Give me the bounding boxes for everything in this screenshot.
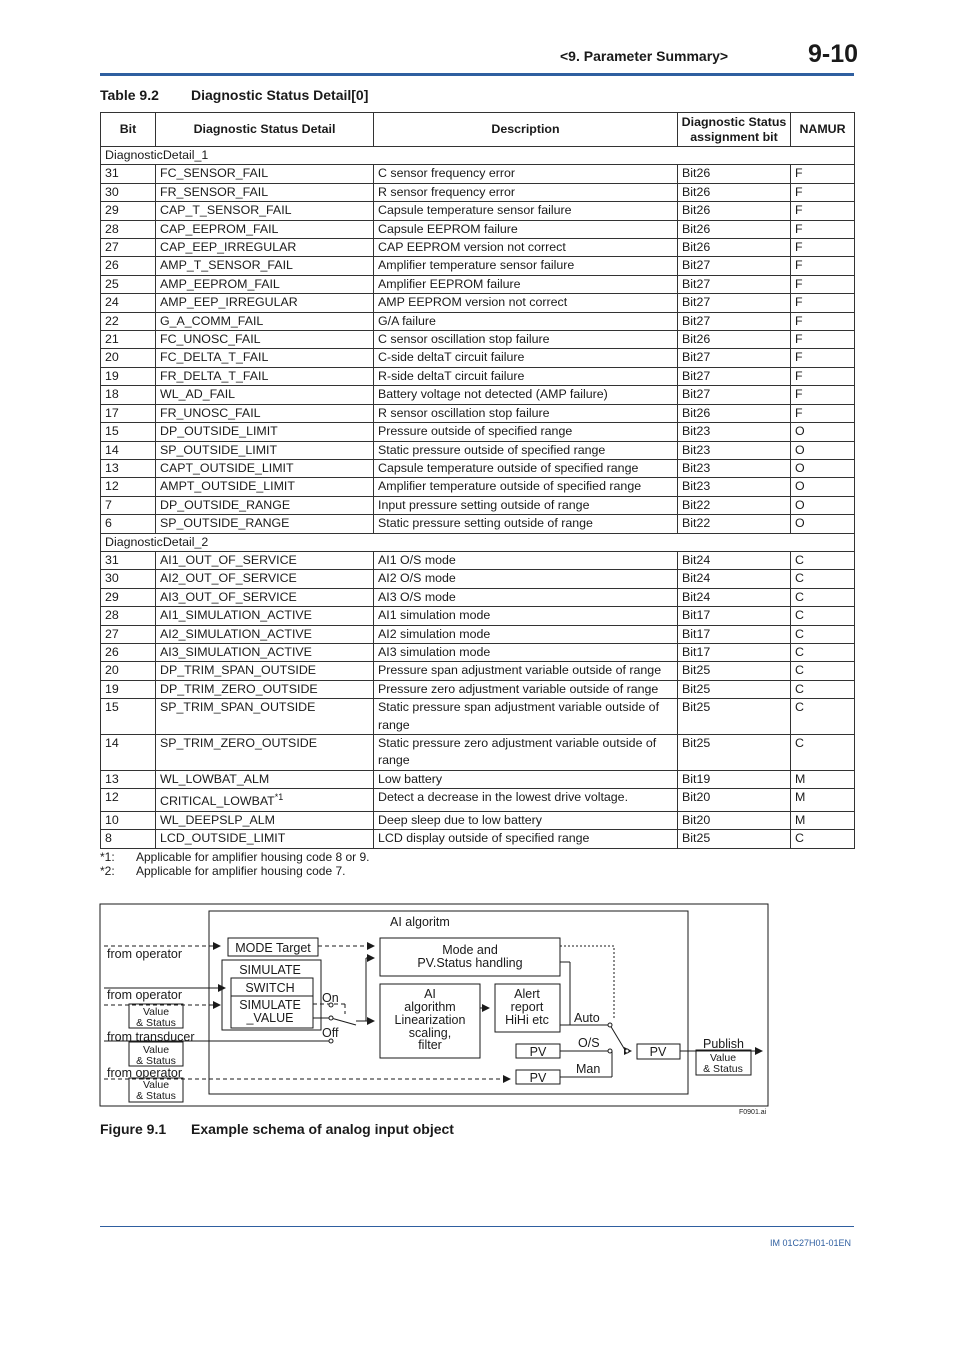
cell-description: AI2 simulation mode [374, 625, 678, 643]
cell-description: AMP EEPROM version not correct [374, 294, 678, 312]
ai-algoritm-label: AI algoritm [390, 915, 450, 929]
cell-assignment-bit: Bit20 [678, 789, 791, 812]
cell-bit: 12 [101, 789, 156, 812]
cell-detail: SP_OUTSIDE_LIMIT [156, 441, 374, 459]
status-label: & Status [136, 1055, 176, 1067]
cell-assignment-bit: Bit24 [678, 551, 791, 569]
cell-description: C sensor oscillation stop failure [374, 331, 678, 349]
cell-detail: SP_TRIM_ZERO_OUTSIDE [156, 735, 374, 771]
cell-description: G/A failure [374, 312, 678, 330]
on-label: On [322, 991, 339, 1005]
cell-bit: 31 [101, 165, 156, 183]
ai-block-line: algorithm [404, 1000, 456, 1014]
cell-namur: O [791, 496, 855, 514]
cell-namur: O [791, 459, 855, 477]
cell-bit: 20 [101, 349, 156, 367]
cell-detail: CAPT_OUTSIDE_LIMIT [156, 459, 374, 477]
cell-namur: C [791, 735, 855, 771]
cell-assignment-bit: Bit17 [678, 643, 791, 661]
cell-description: Deep sleep due to low battery [374, 811, 678, 829]
cell-detail: AI3_OUT_OF_SERVICE [156, 588, 374, 606]
alert-block-line: Alert [514, 987, 540, 1001]
mode-pv-label: PV.Status handling [417, 956, 523, 970]
value-label: Value [709, 1052, 737, 1064]
cell-description: Capsule EEPROM failure [374, 220, 678, 238]
cell-bit: 8 [101, 830, 156, 848]
ai-block-line: AI [424, 987, 436, 1001]
cell-namur: C [791, 643, 855, 661]
cell-bit: 13 [101, 459, 156, 477]
figure-caption [100, 1121, 454, 1137]
cell-bit: 25 [101, 275, 156, 293]
cell-assignment-bit: Bit27 [678, 367, 791, 385]
cell-description: Pressure zero adjustment variable outside of range [374, 680, 678, 698]
from-operator-label: from operator [107, 947, 183, 961]
cell-bit: 18 [101, 386, 156, 404]
cell-assignment-bit: Bit22 [678, 515, 791, 533]
cell-description: R-side deltaT circuit failure [374, 367, 678, 385]
cell-description: AI3 simulation mode [374, 643, 678, 661]
cell-assignment-bit: Bit25 [678, 662, 791, 680]
cell-namur: C [791, 662, 855, 680]
cell-namur: F [791, 220, 855, 238]
cell-namur: O [791, 423, 855, 441]
figure-number: Figure 9.1 [100, 1121, 167, 1137]
cell-namur: F [791, 349, 855, 367]
publish-label: Publish [703, 1037, 744, 1051]
auto-label: Auto [574, 1011, 600, 1025]
cell-assignment-bit: Bit17 [678, 607, 791, 625]
value-label: Value [142, 1006, 170, 1018]
os-label: O/S [578, 1036, 600, 1050]
table-number: Table 9.2 [100, 87, 159, 103]
cell-assignment-bit: Bit23 [678, 459, 791, 477]
cell-detail: LCD_OUTSIDE_LIMIT [156, 830, 374, 848]
cell-assignment-bit: Bit23 [678, 478, 791, 496]
status-label: & Status [136, 1017, 176, 1029]
cell-bit: 19 [101, 680, 156, 698]
footnote-text: Applicable for amplifier housing code 7. [136, 864, 346, 878]
cell-description: Amplifier temperature outside of specified range [374, 478, 678, 496]
cell-detail: AMP_EEP_IRREGULAR [156, 294, 374, 312]
cell-namur: F [791, 312, 855, 330]
cell-namur: F [791, 275, 855, 293]
group-label: DiagnosticDetail_1 [101, 147, 855, 165]
cell-namur: C [791, 625, 855, 643]
cell-assignment-bit: Bit17 [678, 625, 791, 643]
simulate-value-label: SIMULATE [239, 998, 301, 1012]
cell-assignment-bit: Bit23 [678, 441, 791, 459]
cell-bit: 6 [101, 515, 156, 533]
from-transducer-label: from transducer [107, 1030, 195, 1044]
cell-namur: F [791, 202, 855, 220]
cell-description: Static pressure span adjustment variable outside of range [374, 699, 678, 735]
cell-detail: FR_DELTA_T_FAIL [156, 367, 374, 385]
cell-bit: 7 [101, 496, 156, 514]
cell-namur: F [791, 404, 855, 422]
mode-pv-label: Mode and [442, 943, 498, 957]
footnote-mark: *1: [100, 850, 115, 864]
document-id: IM 01C27H01-01EN [770, 1238, 852, 1248]
cell-detail: DP_TRIM_SPAN_OUTSIDE [156, 662, 374, 680]
cell-assignment-bit: Bit27 [678, 312, 791, 330]
switch-label: SWITCH [245, 981, 295, 995]
from-operator-label: from operator [107, 1066, 183, 1080]
alert-block-line: report [510, 1000, 544, 1014]
cell-bit: 30 [101, 570, 156, 588]
cell-bit: 27 [101, 239, 156, 257]
cell-description: C-side deltaT circuit failure [374, 349, 678, 367]
col-bit: Bit [101, 113, 156, 147]
cell-description: Capsule temperature outside of specified range [374, 459, 678, 477]
cell-namur: F [791, 239, 855, 257]
cell-description: Low battery [374, 770, 678, 788]
cell-assignment-bit: Bit20 [678, 811, 791, 829]
cell-assignment-bit: Bit25 [678, 680, 791, 698]
footnote-mark: *2: [100, 864, 115, 878]
cell-description: Static pressure setting outside of range [374, 515, 678, 533]
cell-namur: O [791, 515, 855, 533]
simulate-label: SIMULATE [239, 963, 301, 977]
cell-bit: 14 [101, 735, 156, 771]
cell-assignment-bit: Bit27 [678, 257, 791, 275]
pv-label: PV [529, 1071, 547, 1085]
cell-detail: FR_SENSOR_FAIL [156, 183, 374, 201]
cell-assignment-bit: Bit27 [678, 294, 791, 312]
cell-bit: 15 [101, 423, 156, 441]
off-label: Off [322, 1026, 339, 1040]
cell-detail: SP_OUTSIDE_RANGE [156, 515, 374, 533]
cell-bit: 29 [101, 588, 156, 606]
cell-detail: FC_SENSOR_FAIL [156, 165, 374, 183]
cell-detail: AI2_SIMULATION_ACTIVE [156, 625, 374, 643]
cell-assignment-bit: Bit26 [678, 202, 791, 220]
cell-description: Static pressure outside of specified range [374, 441, 678, 459]
cell-bit: 15 [101, 699, 156, 735]
cell-assignment-bit: Bit27 [678, 386, 791, 404]
status-label: & Status [136, 1090, 176, 1102]
cell-namur: M [791, 811, 855, 829]
cell-bit: 24 [101, 294, 156, 312]
cell-namur: O [791, 441, 855, 459]
value-label: Value [142, 1079, 170, 1091]
cell-description: Detect a decrease in the lowest drive voltage. [374, 789, 678, 812]
figure-code: F0901.ai [739, 1109, 767, 1116]
cell-assignment-bit: Bit25 [678, 735, 791, 771]
cell-namur: C [791, 570, 855, 588]
cell-detail: FR_UNOSC_FAIL [156, 404, 374, 422]
cell-detail: AI1_SIMULATION_ACTIVE [156, 607, 374, 625]
cell-bit: 17 [101, 404, 156, 422]
cell-assignment-bit: Bit27 [678, 275, 791, 293]
cell-bit: 29 [101, 202, 156, 220]
page-number: 9-10 [808, 40, 859, 68]
cell-bit: 28 [101, 607, 156, 625]
cell-detail: AMPT_OUTSIDE_LIMIT [156, 478, 374, 496]
mode-target-label: MODE Target [235, 941, 311, 955]
cell-description: Static pressure zero adjustment variable outside of range [374, 735, 678, 771]
cell-assignment-bit: Bit26 [678, 165, 791, 183]
group-label: DiagnosticDetail_2 [101, 533, 855, 551]
cell-assignment-bit: Bit26 [678, 239, 791, 257]
from-operator-label: from operator [107, 988, 183, 1002]
cell-description: Pressure outside of specified range [374, 423, 678, 441]
cell-namur: C [791, 551, 855, 569]
cell-bit: 19 [101, 367, 156, 385]
cell-namur: F [791, 257, 855, 275]
cell-detail: WL_DEEPSLP_ALM [156, 811, 374, 829]
cell-bit: 12 [101, 478, 156, 496]
cell-bit: 27 [101, 625, 156, 643]
cell-description: Battery voltage not detected (AMP failure) [374, 386, 678, 404]
cell-assignment-bit: Bit26 [678, 220, 791, 238]
cell-namur: F [791, 165, 855, 183]
cell-detail: G_A_COMM_FAIL [156, 312, 374, 330]
cell-detail: WL_AD_FAIL [156, 386, 374, 404]
cell-bit: 14 [101, 441, 156, 459]
cell-namur: F [791, 331, 855, 349]
cell-namur: C [791, 699, 855, 735]
cell-detail: SP_TRIM_SPAN_OUTSIDE [156, 699, 374, 735]
cell-detail: AMP_T_SENSOR_FAIL [156, 257, 374, 275]
cell-assignment-bit: Bit25 [678, 830, 791, 848]
cell-detail: CAP_EEP_IRREGULAR [156, 239, 374, 257]
cell-description: AI1 O/S mode [374, 551, 678, 569]
cell-description: Input pressure setting outside of range [374, 496, 678, 514]
cell-description: Capsule temperature sensor failure [374, 202, 678, 220]
col-assignment-bit: Diagnostic Status assignment bit [678, 113, 791, 147]
cell-namur: O [791, 478, 855, 496]
cell-detail: AI1_OUT_OF_SERVICE [156, 551, 374, 569]
cell-detail: CAP_EEPROM_FAIL [156, 220, 374, 238]
cell-description: R sensor frequency error [374, 183, 678, 201]
cell-bit: 21 [101, 331, 156, 349]
cell-assignment-bit: Bit19 [678, 770, 791, 788]
cell-assignment-bit: Bit26 [678, 331, 791, 349]
cell-assignment-bit: Bit23 [678, 423, 791, 441]
cell-bit: 10 [101, 811, 156, 829]
cell-detail: DP_OUTSIDE_LIMIT [156, 423, 374, 441]
cell-namur: C [791, 607, 855, 625]
cell-description: Amplifier EEPROM failure [374, 275, 678, 293]
cell-namur: M [791, 789, 855, 812]
value-label: Value [142, 1044, 170, 1056]
cell-namur: F [791, 294, 855, 312]
cell-assignment-bit: Bit26 [678, 404, 791, 422]
table-title: Diagnostic Status Detail[0] [191, 87, 369, 103]
cell-assignment-bit: Bit24 [678, 588, 791, 606]
cell-detail: CAP_T_SENSOR_FAIL [156, 202, 374, 220]
cell-assignment-bit: Bit25 [678, 699, 791, 735]
cell-description: Pressure span adjustment variable outside of range [374, 662, 678, 680]
cell-assignment-bit: Bit24 [678, 570, 791, 588]
pv-label: PV [529, 1045, 547, 1059]
cell-description: AI3 O/S mode [374, 588, 678, 606]
cell-detail: AI2_OUT_OF_SERVICE [156, 570, 374, 588]
status-label: & Status [703, 1063, 743, 1075]
cell-bit: 28 [101, 220, 156, 238]
cell-bit: 31 [101, 551, 156, 569]
cell-detail-text: CRITICAL_LOWBAT [160, 794, 275, 809]
cell-description: C sensor frequency error [374, 165, 678, 183]
cell-description: AI2 O/S mode [374, 570, 678, 588]
ai-block-line: scaling, [408, 1026, 452, 1040]
cell-description: LCD display outside of specified range [374, 830, 678, 848]
cell-assignment-bit: Bit26 [678, 183, 791, 201]
cell-namur: F [791, 386, 855, 404]
cell-namur: C [791, 588, 855, 606]
section-title: <9. Parameter Summary> [560, 48, 729, 64]
cell-assignment-bit: Bit27 [678, 349, 791, 367]
cell-detail: AMP_EEPROM_FAIL [156, 275, 374, 293]
cell-description: R sensor oscillation stop failure [374, 404, 678, 422]
cell-bit: 20 [101, 662, 156, 680]
col-description: Description [374, 113, 678, 147]
footnote-marker: *1 [274, 792, 284, 803]
alert-block-line: HiHi etc [505, 1013, 549, 1027]
cell-detail: DP_TRIM_ZERO_OUTSIDE [156, 680, 374, 698]
cell-bit: 30 [101, 183, 156, 201]
cell-namur: F [791, 367, 855, 385]
man-label: Man [576, 1062, 601, 1076]
cell-description: Amplifier temperature sensor failure [374, 257, 678, 275]
cell-description: CAP EEPROM version not correct [374, 239, 678, 257]
cell-detail: AI3_SIMULATION_ACTIVE [156, 643, 374, 661]
col-namur: NAMUR [791, 113, 855, 147]
cell-detail: FC_UNOSC_FAIL [156, 331, 374, 349]
ai-block-line: Linearization [394, 1013, 466, 1027]
cell-detail: DP_OUTSIDE_RANGE [156, 496, 374, 514]
cell-namur: F [791, 183, 855, 201]
ai-block-line: filter [418, 1038, 442, 1052]
cell-bit: 26 [101, 257, 156, 275]
cell-namur: M [791, 770, 855, 788]
cell-namur: C [791, 680, 855, 698]
cell-detail: FC_DELTA_T_FAIL [156, 349, 374, 367]
col-detail: Diagnostic Status Detail [156, 113, 374, 147]
cell-description: AI1 simulation mode [374, 607, 678, 625]
figure-title: Example schema of analog input object [191, 1121, 454, 1137]
cell-bit: 26 [101, 643, 156, 661]
cell-bit: 22 [101, 312, 156, 330]
cell-namur: C [791, 830, 855, 848]
simulate-value-label: _VALUE [246, 1011, 294, 1025]
footer-rule [100, 1226, 854, 1227]
footnote-text: Applicable for amplifier housing code 8 or 9. [136, 850, 370, 864]
cell-detail: WL_LOWBAT_ALM [156, 770, 374, 788]
pv-label: PV [649, 1045, 667, 1059]
cell-assignment-bit: Bit22 [678, 496, 791, 514]
cell-bit: 13 [101, 770, 156, 788]
